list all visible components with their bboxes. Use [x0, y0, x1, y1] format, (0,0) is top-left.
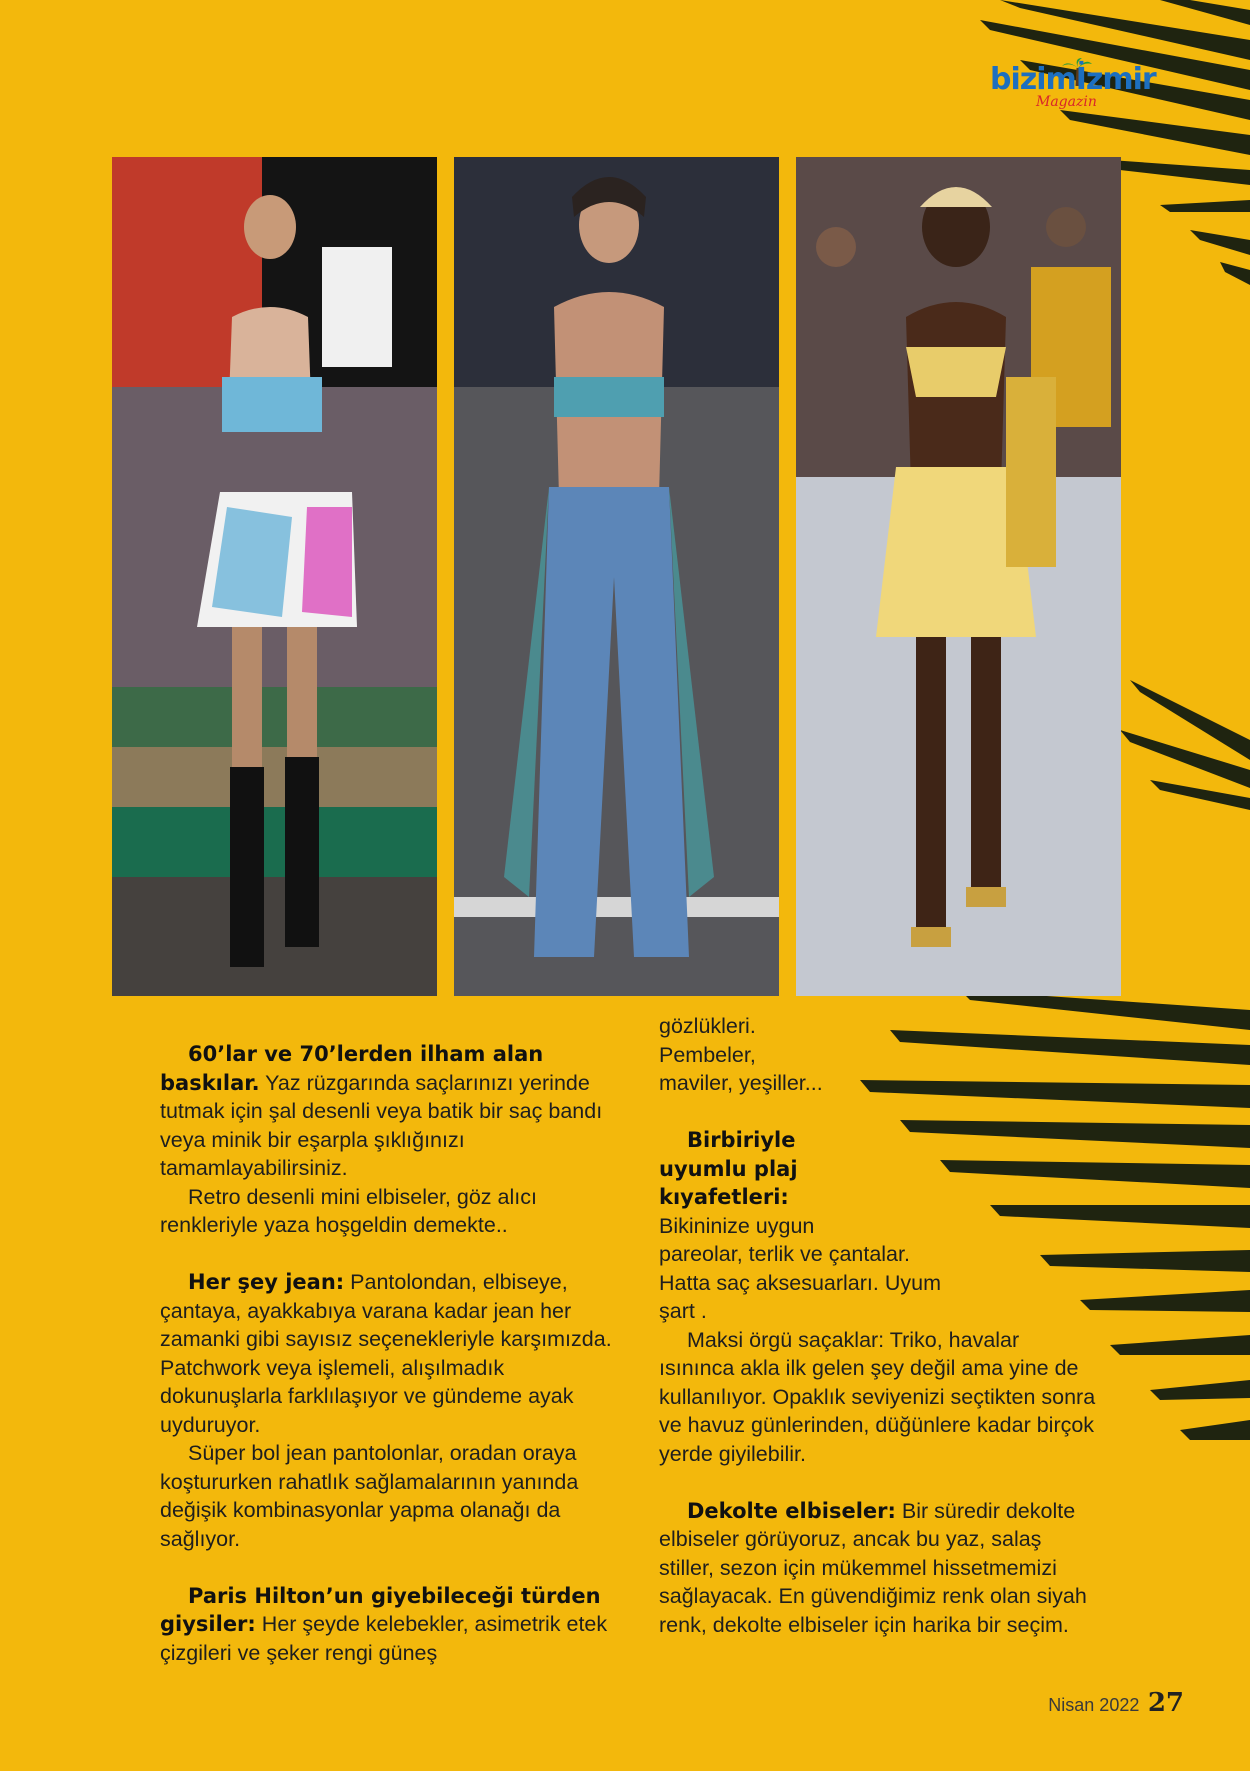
paragraph-jean: Pantolondan, elbiseye, çantaya, ayakkabıya varana kadar jean her zamanki gibi sayısız seçenekleriyle karşımızda. Patchwork veya işlemeli, alışılmadık dokunuşlarla farklılaşıyor ve gündeme ayak uyduruyor. — [160, 1270, 612, 1437]
paragraph-prints: Yaz rüzgarında saçlarınızı yerinde tutmak için şal desenli veya batik bir saç bandı veya minik bir eşarpla şıklığınızı tamamlayabilirsiniz. — [160, 1070, 603, 1180]
text-line: Pembeler, — [659, 1042, 756, 1067]
heading-cutout-dresses: Dekolte elbiseler: — [687, 1498, 896, 1523]
heading-paris-hilton: Paris Hilton’un giyebileceği türden giysiler: — [160, 1583, 601, 1636]
heading-prints: 60’lar ve 70’lerden ilham alan baskılar. — [160, 1042, 544, 1095]
issue-date: Nisan 2022 — [1048, 1695, 1140, 1715]
runway-photo-3 — [796, 157, 1121, 996]
page-number: 27 — [1147, 1688, 1184, 1718]
brand-subtitle: Magazin — [1036, 94, 1097, 110]
paragraph-fringe: Maksi örgü saçaklar: Triko, havalar ısınınca akla ilk gelen şey değil ama yine de kullanılıyor. Opaklık seviyenizi seçtikten sonra ve havuz günlerinden, düğünlere kadar birçok yerde giyilebilir. — [659, 1327, 1096, 1466]
paragraph-paris-hilton: Her şeyde kelebekler, asimetrik etek çizgileri ve şeker rengi güneş — [160, 1612, 608, 1665]
text-line: şart . — [659, 1299, 707, 1323]
text-line: gözlükleri. — [659, 1014, 756, 1038]
heading-beach-line: kıyafetleri: — [659, 1185, 789, 1209]
runway-photo-1 — [112, 157, 437, 996]
paragraph-jean-pants: Süper bol jean pantolonlar, oradan oraya koştururken rahatlık sağlamalarının yanında değişik kombinasyonlar yapma olanağı da sağlıyor. — [160, 1441, 579, 1551]
text-line: maviler, yeşiller... — [659, 1071, 823, 1095]
heading-jean: Her şey jean: — [188, 1270, 345, 1294]
runway-photo-2 — [454, 157, 779, 996]
text-line: pareolar, terlik ve çantalar. — [659, 1242, 910, 1266]
paragraph-cutout-dresses: Bir süredir dekolte elbiseler görüyoruz, ancak bu yaz, salaş stiller, sezon için mükemmel hissetmemizi sağlayacak. En güvendiğimiz renk olan siyah renk, dekolte elbiseler için harika bir seçim. — [659, 1498, 1087, 1637]
heading-beach-line: uyumlu plaj — [659, 1156, 798, 1181]
paragraph-retro: Retro desenli mini elbiseler, göz alıcı renkleriyle yaza hoşgeldin demekte.. — [160, 1184, 537, 1237]
article-column-right — [659, 1012, 1099, 1639]
heading-beach-line: Birbiriyle — [687, 1128, 796, 1152]
article-column-left — [160, 1040, 620, 1667]
text-line: Hatta saç aksesuarları. Uyum — [659, 1270, 941, 1295]
page-footer — [1048, 1688, 1184, 1718]
palm-leaf-mid-decoration — [1110, 670, 1250, 820]
brand-name: bizimİzmir — [990, 62, 1156, 97]
brand-logo — [990, 58, 1160, 118]
text-line: Bikininize uygun — [659, 1213, 815, 1238]
